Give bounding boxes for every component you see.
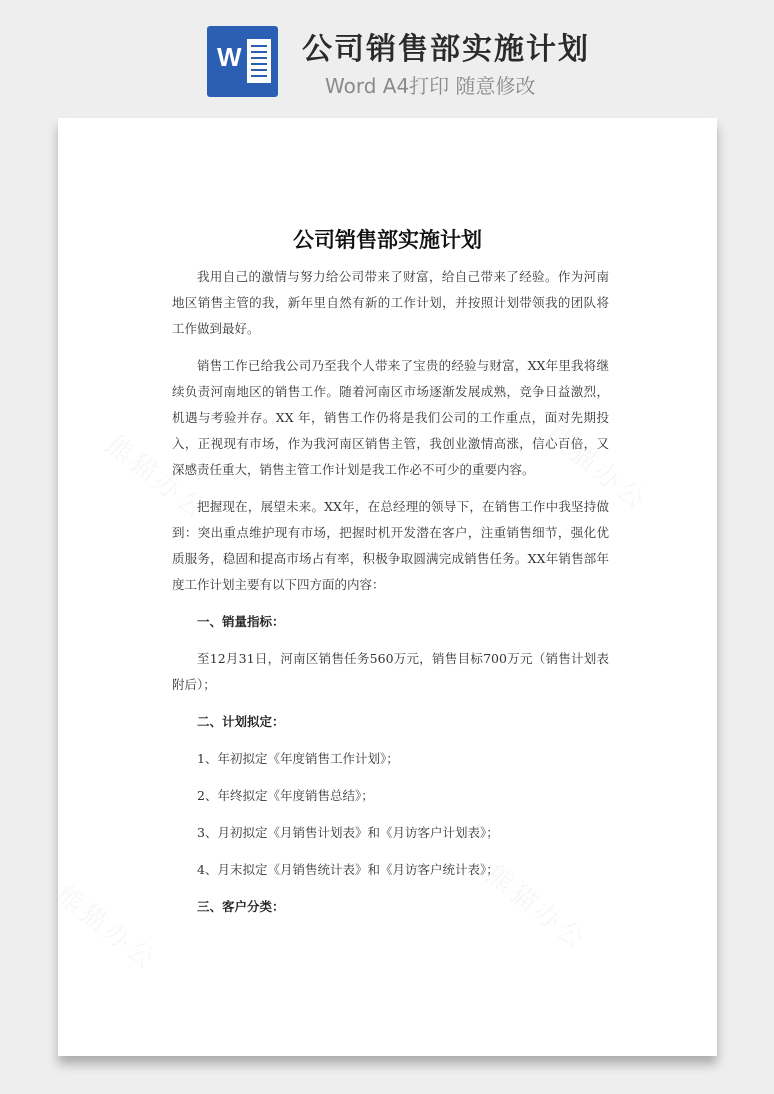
document-lines-icon <box>247 39 271 83</box>
watermark <box>58 875 167 978</box>
plan-item: 1、年初拟定《年度销售工作计划》； <box>197 751 399 766</box>
document-body <box>172 264 609 920</box>
banner-title: 公司销售部实施计划 <box>302 32 590 67</box>
plan-item: 3、月初拟定《月销售计划表》和《月访客户计划表》； <box>197 825 499 840</box>
document-title: 公司销售部实施计划 <box>293 228 482 252</box>
paragraph-outlook: 把握现在，展望未来。XX年，在总经理的领导下，在销售工作中我坚持做到：突出重点维护现有市场，把握时机开发潜在客户，注重销售细节，强化优质服务，稳固和提高市场占有率，积极争取圆满完成销售任务。XX年销售部年度工作计划主要有以下四方面的内容： <box>172 499 609 592</box>
plan-item: 4、月末拟定《月销售统计表》和《月访客户统计表》； <box>197 862 499 877</box>
logo-letter: W <box>217 42 242 72</box>
section-heading-customers: 三、客户分类： <box>197 899 285 914</box>
banner-subtitle: Word A4打印 随意修改 <box>325 74 536 98</box>
paragraph-intro: 我用自己的激情与努力给公司带来了财富，给自己带来了经验。作为河南地区销售主管的我，新年里自然有新的工作计划，并按照计划带领我的团队将工作做到最好。 <box>172 269 609 336</box>
section-heading-plan: 二、计划拟定： <box>197 714 285 729</box>
plan-item: 2、年终拟定《年度销售总结》； <box>197 788 374 803</box>
section-heading-sales-target: 一、销量指标： <box>197 614 285 629</box>
paragraph-background: 销售工作已给我公司乃至我个人带来了宝贵的经验与财富，XX年里我将继续负责河南地区的销售工作。随着河南区市场逐渐发展成熟，竞争日益激烈，机遇与考验并存。XX 年，销售工作仍将是我们公司的工作重点，面对先期投入，正视现有市场，作为我河南区销售主管，我创业激情高涨，信心百倍，又深感责任重大，销售主管工作计划是我工作必不可少的重要内容。 <box>172 358 609 477</box>
paragraph-sales-target: 至12月31日，河南区销售任务560万元，销售目标700万元（销售计划表附后）； <box>172 651 609 692</box>
word-logo-icon <box>207 26 278 97</box>
document-page <box>58 118 717 1056</box>
header-banner <box>0 0 774 118</box>
